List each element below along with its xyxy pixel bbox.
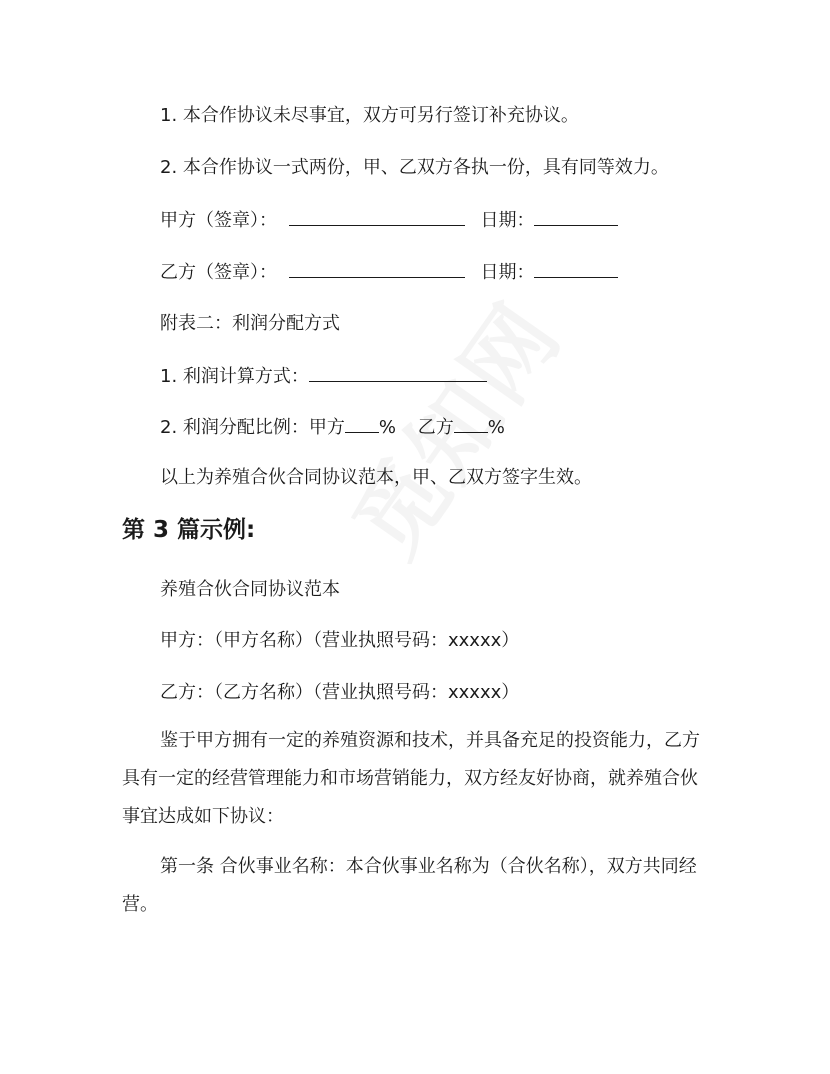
profit-ratio-label: 2. 利润分配比例：甲方 bbox=[160, 417, 345, 438]
profit-calc-label: 1. 利润计算方式： bbox=[160, 366, 309, 387]
percent-sign: % bbox=[487, 417, 505, 438]
article-1-paragraph: 第一条 合伙事业名称：本合伙事业名称为（合伙名称），双方共同经营。 bbox=[122, 856, 697, 915]
party-a-sign-label: 甲方（签章）： bbox=[160, 210, 277, 231]
party-b-ratio-label: 乙方 bbox=[417, 417, 454, 438]
party-a-info: 甲方：（甲方名称）（营业执照号码：xxxxx） bbox=[160, 630, 520, 651]
appendix-title: 附表二：利润分配方式 bbox=[160, 313, 340, 334]
percent-sign: % bbox=[378, 417, 397, 438]
party-b-sign-label: 乙方（签章）： bbox=[160, 262, 277, 283]
closing-statement: 以上为养殖合伙合同协议范本，甲、乙双方签字生效。 bbox=[160, 467, 592, 488]
profit-ratio-row bbox=[160, 414, 505, 441]
party-a-ratio-blank bbox=[345, 414, 379, 433]
date-label: 日期： bbox=[480, 262, 535, 283]
section-heading: 第 3 篇示例: bbox=[122, 517, 256, 543]
date-blank bbox=[534, 259, 618, 278]
party-b-sign-blank bbox=[289, 259, 465, 278]
party-b-signature-row bbox=[160, 259, 618, 286]
contract-title: 养殖合伙合同协议范本 bbox=[160, 579, 340, 600]
party-b-ratio-blank bbox=[454, 414, 488, 433]
party-a-sign-blank bbox=[289, 207, 465, 226]
profit-calc-blank bbox=[309, 363, 487, 382]
party-a-signature-row bbox=[160, 207, 618, 234]
clause-2: 2. 本合作协议一式两份，甲、乙双方各执一份，具有同等效力。 bbox=[160, 157, 669, 178]
profit-calc-row bbox=[160, 363, 487, 390]
date-label: 日期： bbox=[480, 210, 535, 231]
date-blank bbox=[534, 207, 618, 226]
clause-1: 1. 本合作协议未尽事宜，双方可另行签订补充协议。 bbox=[160, 105, 579, 126]
party-b-info: 乙方：（乙方名称）（营业执照号码：xxxxx） bbox=[160, 682, 520, 703]
preamble-paragraph: 鉴于甲方拥有一定的养殖资源和技术，并具备充足的投资能力，乙方具有一定的经营管理能力和市场营销能力，双方经友好协商，就养殖合伙事宜达成如下协议： bbox=[122, 730, 700, 827]
